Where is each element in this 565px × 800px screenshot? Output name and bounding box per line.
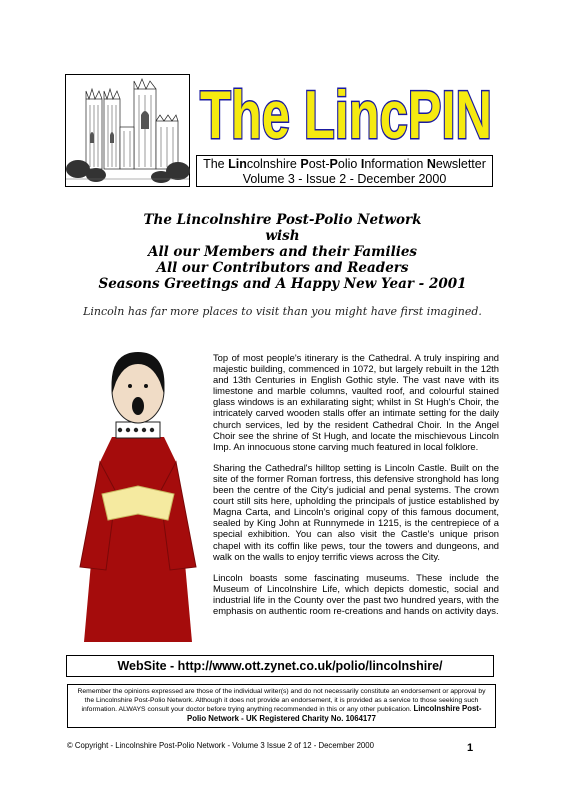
cathedral-illustration <box>65 74 190 187</box>
greeting-line-4: All our Contributors and Readers <box>156 260 409 276</box>
website-link[interactable]: WebSite - http://www.ott.zynet.co.uk/polio/lincolnshire/ <box>66 655 494 677</box>
newsletter-logo <box>196 70 496 156</box>
issue-line: Volume 3 - Issue 2 - December 2000 <box>242 172 447 186</box>
article-body <box>213 352 499 626</box>
logo-text: The LincPIN <box>200 77 492 153</box>
subtitle-line-1: The Lincolnshire Post-Polio Information Newsletter <box>203 157 486 171</box>
cathedral-drawing <box>66 75 189 186</box>
logo-wordart <box>196 70 496 156</box>
paragraph-cathedral: Top of most people's itinerary is the Cathedral. A truly inspiring and majestic building, commenced in 1072, but largely rebuilt in the 12th and 13th Centuries in English Gothic style. The vast nave with its limestone and marble columns, vaulted roof, and colourful stained glass windows is an exhilarating sight; whilst in St Hugh's Choir, the intricately carved wooden stalls offer an intimate setting for the daily church services, led by the resident Cathedral Choir. In the Angel Choir see the shrine of St Hugh, and locate the mischievous Lincoln Imp. An innocuous stone carving much featured in local folklore. <box>213 352 499 452</box>
greeting-line-2: wish <box>265 228 300 244</box>
paragraph-castle: Sharing the Cathedral's hilltop setting is Lincoln Castle. Built on the site of the former Roman fortress, this defensive stronghold has long been the centre of the City's judicial and penal systems. The crown court still sits here, upholding the principals of justice established by Magna Carta, and Lincoln's original copy of this famous document, sealed by King John at Runnymede in 1215, is the centrepiece of a special exhibition. You can also visit the Castle's unique prison chapel with its coffin like pews, tour the towers and dungeons, and walk on the walls to enjoy terrific views across the City. <box>213 461 499 562</box>
copyright-footer: © Copyright - Lincolnshire Post-Polio Network - Volume 3 Issue 2 of 12 - December 2000 <box>67 741 374 750</box>
chorister-illustration <box>72 342 204 644</box>
greeting-line-5: Seasons Greetings and A Happy New Year - 2001 <box>98 276 467 292</box>
greeting-line-3: All our Members and their Families <box>147 244 418 260</box>
tagline: Lincoln has far more places to visit than you might have first imagined. <box>83 305 482 318</box>
paragraph-museums: Lincoln boasts some fascinating museums. These include the Museum of Lincolnshire Life, which depicts domestic, social and industrial life in the County over the past two hundred years, with the emphasis on authentic room re-creations and hands on activity days. <box>213 571 499 616</box>
page-number: 1 <box>467 742 474 754</box>
disclaimer-text: Remember the opinions expressed are those of the individual writer(s) and do not necessarily constitute an endorsement or approval by the Lincolnshire Post-Polio Network. Although it does not provide an endorsement, it is provided as a service to those seeking such information. ALWAYS consult your doctor before trying anything recommended in this or any other publication. <box>77 688 486 714</box>
charity-registration: Lincolnshire Post-Polio Network - UK Registered Charity No. 1064177 <box>187 704 482 723</box>
seasons-greeting <box>60 212 505 292</box>
chorister-drawing <box>72 342 204 644</box>
disclaimer <box>67 684 496 728</box>
greeting-line-1: The Lincolnshire Post-Polio Network <box>143 212 422 228</box>
newsletter-subtitle <box>196 155 493 187</box>
